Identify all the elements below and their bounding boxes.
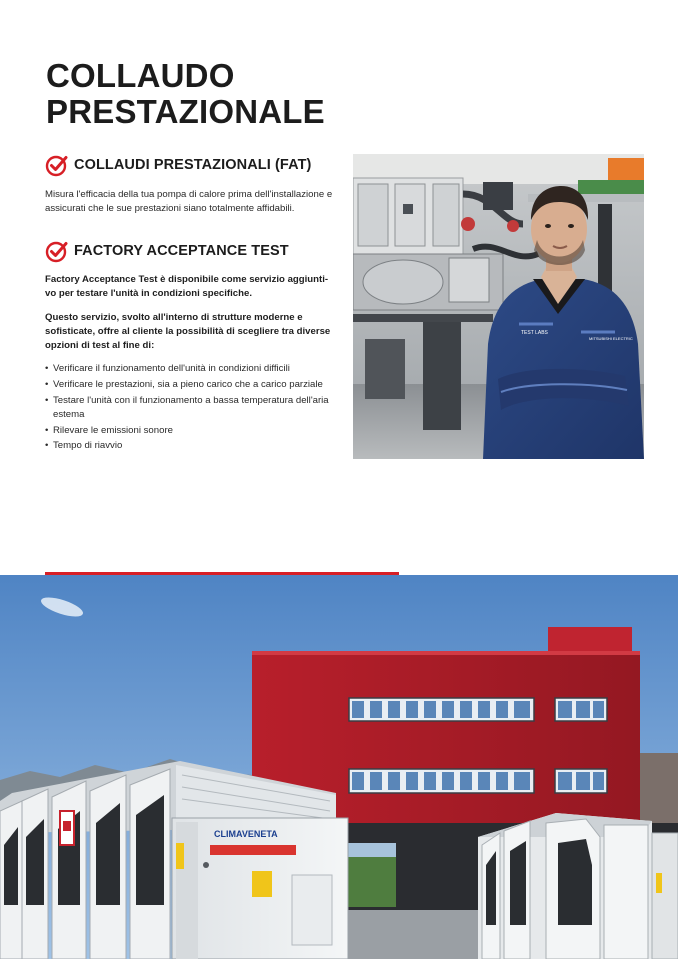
section-fat-heading bbox=[45, 153, 311, 177]
check-badge-icon bbox=[45, 239, 69, 263]
section-acceptance-heading bbox=[45, 239, 289, 263]
section-acceptance-heading-text: FACTORY ACCEPTANCE TEST bbox=[74, 243, 289, 259]
list-item: • Verificare il funzionamento dell'unità in condizioni difficili bbox=[45, 362, 345, 376]
page-title-line1: COLLAUDO bbox=[46, 57, 235, 94]
list-item: • Verificare le prestazioni, sia a pieno carico che a carico parziale bbox=[45, 378, 345, 392]
jacket-badge-left: TEST LABS bbox=[521, 330, 548, 336]
facility-photo bbox=[0, 575, 678, 959]
section-acceptance-detail: Questo servizio, svolto all'interno di strutture moderne e sofisticate, offre al cliente la possibilità di scegliere tra diverse opzioni di test al fine di: bbox=[45, 312, 331, 351]
jacket-badge-right: MITSUBISHI ELECTRIC bbox=[589, 336, 633, 341]
technician-photo bbox=[353, 154, 644, 459]
section-fat-heading-text: COLLAUDI PRESTAZIONALI (FAT) bbox=[74, 157, 312, 173]
list-item: • Testare l'unità con il funzionamento a bassa temperatura dell'aria estema bbox=[45, 394, 345, 422]
list-item: • Tempo di riavvio bbox=[45, 439, 345, 453]
page-title-line2: PRESTAZIONALE bbox=[46, 93, 325, 130]
section-acceptance-intro: Factory Acceptance Test è disponibile come servizio aggiunti- vo per testare l'unità in condizioni specifiche. bbox=[45, 274, 329, 299]
check-badge-icon bbox=[45, 153, 69, 177]
list-item: • Rilevare le emissioni sonore bbox=[45, 424, 345, 438]
section-fat-body: Misura l'efficacia della tua pompa di calore prima dell'installazione e assicurati che le sue prestazioni siano totalmente affidabili. bbox=[45, 189, 333, 214]
page-title bbox=[46, 58, 325, 130]
test-options-list bbox=[45, 362, 345, 455]
unit-brand-label: CLIMAVENETA bbox=[214, 829, 278, 839]
